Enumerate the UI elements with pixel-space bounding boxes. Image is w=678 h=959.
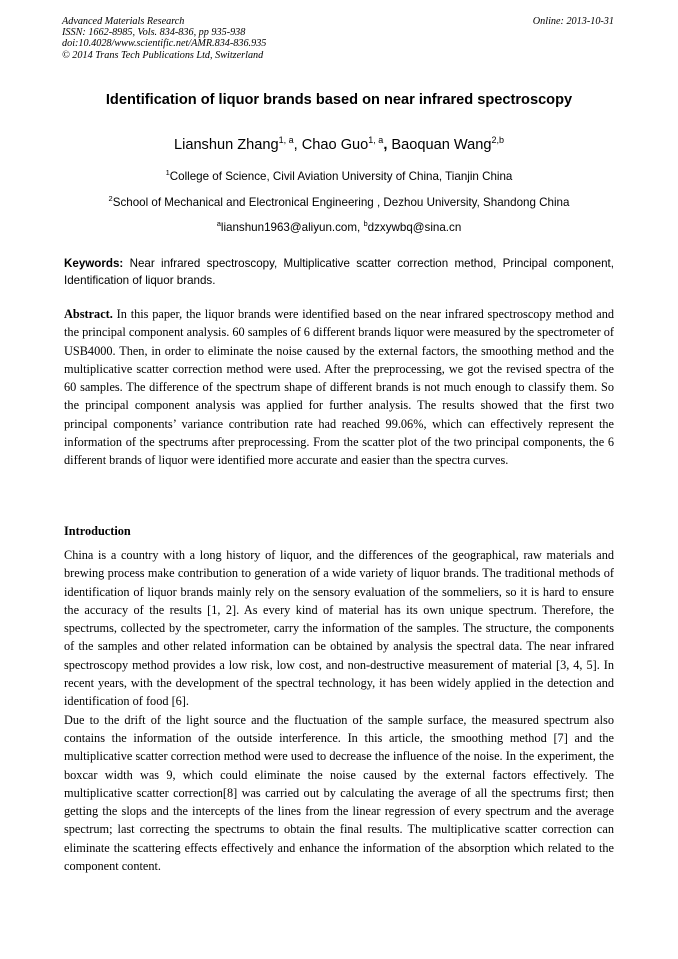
author-affiliation-mark: 1, a xyxy=(278,135,294,145)
journal-copyright: © 2014 Trans Tech Publications Ltd, Switzerland xyxy=(62,49,264,61)
email-b: dzxywbq@sina.cn xyxy=(367,220,462,234)
affiliation-2: $^2$School of Mechanical and Electronical Engineering , Dezhou University, Shandong China xyxy=(108,194,570,209)
online-date: Online: 2013-10-31 xyxy=(532,16,614,27)
author-name: Chao Guo xyxy=(301,136,369,153)
introduction-body xyxy=(64,546,614,875)
abstract-label: Abstract. xyxy=(64,307,113,321)
abstract xyxy=(64,305,614,470)
affiliation-1: $^1$College of Science, Civil Aviation University of China, Tianjin China xyxy=(165,168,513,183)
abstract-text: In this paper, the liquor brands were identified based on the near infrared spectroscopy method and the principal component analysis. 60 samples of 6 different brands liquor were measured by the spectrometer of USB4000. Then, in order to eliminate the noise caused by the external factors, the smoothing method and the multiplicative scatter correction method were used. After the preprocessing, we got the revised spectra of the 60 samples. The difference of the spectrum shape of different brands is not much enough to classify them. So the principal component analysis was applied for further analysis. The results showed that the first two principal components’ variance contribution rate had reached 99.06%, which can effectively represent the information of the spectrums after preprocessing. From the scatter plot of the two principal components, the 6 different brands of liquor were identified more accurate and easier than the spectra curves. xyxy=(64,307,614,468)
journal-doi: doi:10.4028/www.scientific.net/AMR.834-836.935 xyxy=(62,38,267,50)
keywords-text: Near infrared spectroscopy, Multiplicative scatter correction method, Principal component, Identification of liquor brands. xyxy=(64,257,614,287)
journal-name: Advanced Materials Research xyxy=(62,16,185,27)
author-emails: $^a$lianshun1963@aliyun.com, $^b$dzxywbq@sina.cn xyxy=(216,219,462,234)
paper-title: Identification of liquor brands based on near infrared spectroscopy xyxy=(105,92,573,108)
email-a: lianshun1963@aliyun.com, xyxy=(220,220,364,234)
journal-header xyxy=(62,16,614,61)
paragraph: China is a country with a long history of liquor, and the differences of the geographical, raw materials and brewing process make contribution to generation of a wide variety of liquor brands. The traditional methods of identification of liquor brands mainly rely on the sensory evaluation of the sommeliers, so it is hard to ensure the accuracy of the results [1, 2]. As every kind of material has its own unique spectrum. Therefore, the spectrums, collected by the spectrometer, carry the information of the samples. The structure, the components of the samples and other related information can be obtained by analysis the spectral data. The near infrared spectroscopy method provides a low risk, low cost, and non-destructive measurement of material [3, 4, 5]. In recent years, with the development of the spectral technology, it has been widely applied in the detection and identification of food [6]. xyxy=(64,548,614,709)
author-name: Lianshun Zhang xyxy=(173,136,279,153)
journal-issn: ISSN: 1662-8985, Vols. 834-836, pp 935-938 xyxy=(62,27,246,39)
author-list: Lianshun Zhang$^{1, a}$, Chao Guo$^{1, a}$, Baoquan Wang$^{2,b}$ xyxy=(173,135,505,153)
section-heading-introduction: Introduction xyxy=(64,524,131,538)
keywords-label: Keywords: xyxy=(64,257,124,270)
author-affiliation-mark: 1, a xyxy=(368,135,384,145)
paragraph: Due to the drift of the light source and the fluctuation of the sample surface, the measured spectrum also contains the information of the outside interference. In this article, the smoothing method [7] and the multiplicative scatter correction method were used to decrease the influence of the noise. In the experiment, the boxcar width was 9, which could eliminate the noise caused by the external factors effectively. The multiplicative scatter correction[8] was carried out by calculating the average of all the spectrums first; then getting the slops and the intercepts of the lines from the linear regression of every spectrum and the average spectrum; last correcting the spectrums to obtain the final results. The multiplicative scatter correction can eliminate the scattering effects effectively and enhance the information of the absorption which related to the component content. xyxy=(64,712,614,874)
author-affiliation-mark: 2,b xyxy=(491,135,505,145)
keywords xyxy=(64,256,614,289)
author-name: Baoquan Wang xyxy=(391,136,492,153)
